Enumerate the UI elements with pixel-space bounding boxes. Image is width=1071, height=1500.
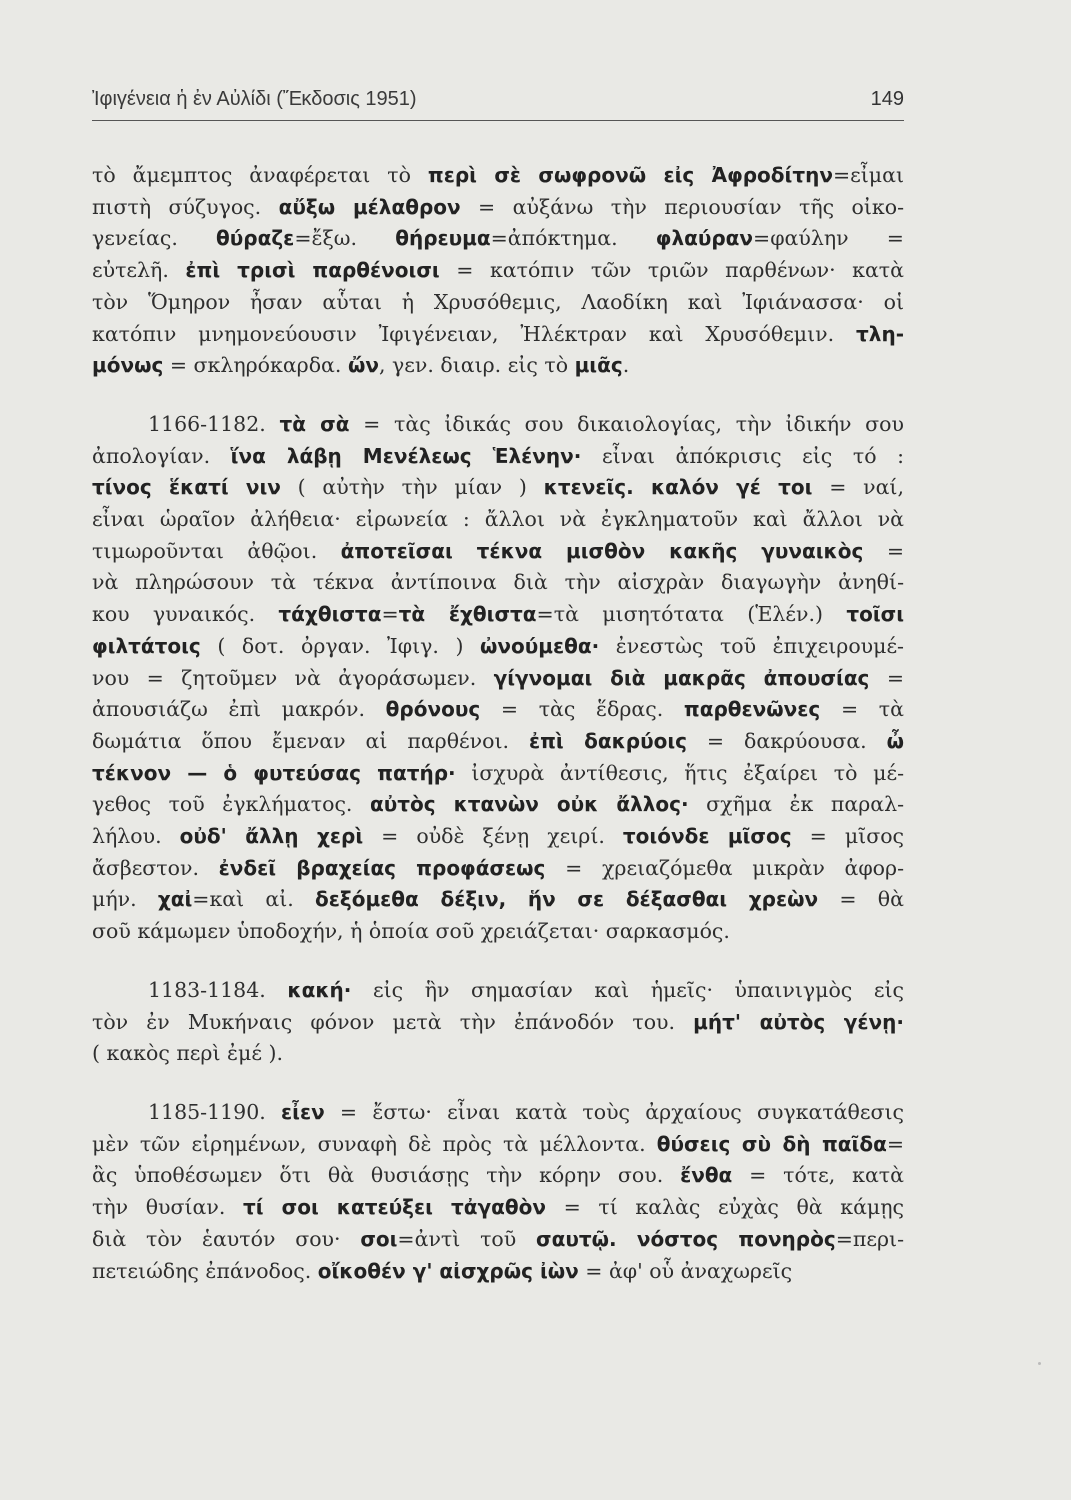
gloss: ἄσβεστον.: [92, 855, 219, 880]
gloss: = ναί,: [812, 475, 904, 500]
gloss: = σκληρόκαρδα.: [163, 353, 348, 378]
text-line: [92, 409, 904, 441]
gloss: =: [381, 602, 399, 627]
gloss: = ἀφ' οὗ ἀναχωρεῖς: [578, 1258, 793, 1283]
gloss: σχῆμα ἐκ παραλ-: [688, 792, 905, 817]
lemma: φιλτάτοις: [92, 633, 201, 658]
gloss: ἀπουσιάζω ἐπὶ μακρόν.: [92, 697, 386, 722]
lemma: ὦ: [886, 728, 904, 753]
gloss: εὐτελῆ.: [92, 258, 186, 283]
text-line: [92, 472, 904, 504]
paragraph-p4: [92, 1097, 904, 1287]
gloss: = αὐξάνω τὴν περιουσίαν τῆς οἰκο-: [460, 194, 905, 219]
text-line: [92, 631, 904, 663]
gloss: =περι-: [835, 1226, 905, 1251]
lemma: ἐνδεῖ βραχείας προφάσεως: [218, 855, 546, 880]
gloss: =τὰ μισητότατα (Ἑλέν.): [536, 602, 847, 627]
text-line: [92, 916, 904, 948]
text-line: [92, 663, 904, 695]
lemma: σαυτῷ. νόστος πονηρὸς: [536, 1226, 836, 1251]
lemma: οἴκοθέν γ' αἰσχρῶς ἰὼν: [317, 1258, 579, 1283]
gloss: = κατόπιν τῶν τριῶν παρθένων· κατὰ: [439, 258, 904, 283]
lemma: ὤν: [347, 353, 379, 378]
gloss: πιστὴ σύζυγος.: [92, 194, 279, 219]
gloss: μήν.: [92, 887, 158, 912]
text-line: [92, 884, 904, 916]
lemma: τάχθιστα: [278, 602, 382, 627]
gloss: = ἔστω· εἶναι κατὰ τοὺς ἀρχαίους συγκατάθεσις: [324, 1099, 904, 1124]
gloss: = χρειαζόμεθα μικρὰν ἀφορ-: [545, 855, 904, 880]
gloss: = θὰ: [818, 887, 904, 912]
text-line: [92, 441, 904, 473]
lemma: οὐδ' ἄλλῃ χερὶ: [179, 824, 364, 849]
gloss: ( κακὸς περὶ ἐμέ ).: [92, 1041, 283, 1066]
lemma: μόνως: [92, 353, 164, 378]
lemma: τὰ ἔχθιστα: [398, 602, 537, 627]
lemma: θύραζε: [216, 226, 295, 251]
text-line: [92, 160, 904, 192]
gloss: μὲν τῶν εἰρημένων, συναφὴ δὲ πρὸς τὰ μέλλοντα.: [92, 1131, 657, 1156]
gloss: γεθος τοῦ ἐγκλήματος.: [92, 792, 370, 817]
gloss: κου γυναικός.: [92, 602, 279, 627]
header-title: Ἰφιγένεια ἡ ἐν Αὐλίδι (Ἔκδοσις 1951): [92, 88, 417, 110]
paragraph-p3: [92, 975, 904, 1070]
text-line: [92, 1097, 904, 1129]
gloss: =ἀπόκτημα.: [490, 226, 656, 251]
text-line: [92, 319, 904, 351]
lemma: τοιόνδε μῖσος: [622, 824, 792, 849]
gloss: σοῦ κάμωμεν ὑποδοχήν, ἡ ὁποία σοῦ χρειάζεται· σαρκασμός.: [92, 919, 730, 944]
gloss: = δακρύουσα.: [686, 728, 887, 753]
lemma: μιᾶς: [574, 353, 623, 378]
text-line: [92, 192, 904, 224]
gloss: ἰσχυρὰ ἀντίθεσις, ἥτις ἐξαίρει τὸ μέ-: [455, 760, 904, 785]
gloss: τὸν Ὅμηρον ἦσαν αὗται ἡ Χρυσόθεμις, Λαοδίκη καὶ Ἰφιάνασσα· οἱ: [92, 289, 904, 314]
gloss: νὰ πληρώσουν τὰ τέκνα ἀντίποινα διὰ τὴν αἰσχρὰν διαγωγὴν ἀνηθί-: [92, 570, 904, 595]
text-line: [92, 1224, 904, 1256]
text-line: [92, 223, 904, 255]
gloss: .: [622, 353, 630, 378]
lemma: ἔνθα: [680, 1163, 733, 1188]
gloss: τὸν ἐν Μυκήναις φόνον μετὰ τὴν ἐπάνοδόν του.: [92, 1009, 694, 1034]
text-line: [92, 1038, 904, 1070]
gloss: , γεν. διαιρ. εἰς τὸ: [378, 353, 575, 378]
gloss: εἶναι ὡραῖον ἀλήθεια· εἰρωνεία : ἄλλοι νὰ ἐγκληματοῦν καὶ ἄλλοι νὰ: [92, 507, 904, 532]
lemma: ἐπὶ δακρύοις: [528, 728, 687, 753]
text-line: [92, 726, 904, 758]
text-line: [92, 599, 904, 631]
text-line: [92, 255, 904, 287]
text-line: [92, 821, 904, 853]
text-line: [92, 789, 904, 821]
lemma: θήρευμα: [395, 226, 491, 251]
lemma: παρθενῶνες: [683, 697, 821, 722]
gloss: πετειώδης ἐπάνοδος.: [92, 1258, 318, 1283]
text-line: [92, 853, 904, 885]
gloss: =καὶ αἰ.: [192, 887, 316, 912]
gloss: 1183-1184.: [148, 977, 288, 1002]
lemma: τέκνον — ὁ φυτεύσας πατήρ·: [92, 760, 456, 785]
gloss: = τότε, κατὰ: [732, 1163, 904, 1188]
text-line: [92, 1129, 904, 1161]
gloss: =ἔξω.: [294, 226, 396, 251]
text-line: [92, 1007, 904, 1039]
gloss: = τί καλὰς εὐχὰς θὰ κάμῃς: [545, 1195, 904, 1220]
lemma: γίγνομαι διὰ μακρᾶς ἀπουσίας: [493, 665, 870, 690]
gloss: τιμωροῦνται ἀθῷοι.: [92, 538, 341, 563]
lemma: ἵνα λάβῃ Μενέλεως Ἑλένην·: [230, 443, 582, 468]
lemma: κακή·: [287, 977, 352, 1002]
gloss: γενείας.: [92, 226, 217, 251]
gloss: ἂς ὑποθέσωμεν ὅτι θὰ θυσιάσῃς τὴν κόρην σου.: [92, 1163, 681, 1188]
lemma: κτενεῖς. καλόν γέ τοι: [543, 475, 813, 500]
lemma: ἐπὶ τρισὶ παρθένοισι: [185, 258, 440, 283]
text-line: [92, 504, 904, 536]
gloss: λήλου.: [92, 824, 180, 849]
lemma: αὐτὸς κτανὼν οὐκ ἄλλος·: [369, 792, 689, 817]
header-rule: [92, 120, 904, 121]
lemma: τίνος ἕκατί νιν: [92, 475, 281, 500]
lemma: θύσεις σὺ δὴ παῖδα: [656, 1131, 887, 1156]
lemma: ὠνούμεθα·: [480, 633, 600, 658]
gloss: ἐνεστὼς τοῦ ἐπιχειρουμέ-: [599, 633, 904, 658]
gloss: ( αὐτὴν τὴν μίαν ): [280, 475, 544, 500]
text-line: [92, 1160, 904, 1192]
lemma: μήτ' αὐτὸς γένῃ·: [693, 1009, 904, 1034]
lemma: χαἰ: [157, 887, 193, 912]
lemma: αὔξω μέλαθρον: [278, 194, 461, 219]
running-header: [92, 88, 904, 118]
paragraph-p1: [92, 160, 904, 382]
lemma: δεξόμεθα δέξιν, ἥν σε δέξασθαι χρεὼν: [315, 887, 819, 912]
text-line: [92, 536, 904, 568]
gloss: κατόπιν μνημονεύουσιν Ἰφιγένειαν, Ἠλέκτραν καὶ Χρυσόθεμιν.: [92, 321, 857, 346]
lemma: σοι: [360, 1226, 398, 1251]
lemma: τλη-: [856, 321, 904, 346]
gloss: = τὰς ἕδρας.: [480, 697, 684, 722]
page-number: 149: [870, 88, 904, 110]
lemma: ἀποτεῖσαι τέκνα μισθὸν κακῆς γυναικὸς: [340, 538, 864, 563]
paragraph-p2: [92, 409, 904, 948]
gloss: 1185-1190.: [148, 1099, 282, 1124]
text-line: [92, 758, 904, 790]
text-line: [92, 567, 904, 599]
lemma: περὶ σὲ σωφρονῶ εἰς Ἀφροδίτην: [427, 163, 833, 187]
lemma: τί σοι κατεύξει τἀγαθὸν: [243, 1195, 546, 1220]
text-line: [92, 1192, 904, 1224]
gloss: = τὰς ἰδικάς σου δικαιολογίας, τὴν ἰδικήν σου: [349, 411, 904, 436]
gloss: =: [863, 538, 905, 563]
gloss: = μῖσος: [791, 824, 905, 849]
gloss: =φαύλην =: [753, 226, 904, 251]
commentary-text: [92, 160, 904, 1287]
lemma: τὰ σὰ: [279, 411, 350, 436]
text-line: [92, 350, 904, 382]
gloss: =εἶμαι: [832, 163, 904, 187]
lemma: θρόνους: [385, 697, 481, 722]
gloss: διὰ τὸν ἑαυτόν σου·: [92, 1226, 361, 1251]
lemma: εἶεν: [281, 1099, 325, 1124]
paper-speck: [1038, 1362, 1041, 1365]
gloss: εἶναι ἀπόκρισις εἰς τό :: [581, 443, 905, 468]
lemma: φλαύραν: [655, 226, 754, 251]
lemma: τοῖσι: [846, 602, 904, 627]
gloss: ἀπολογίαν.: [92, 443, 231, 468]
gloss: =ἀντὶ τοῦ: [397, 1226, 537, 1251]
gloss: τὸ ἄμεμπτος ἀναφέρεται τὸ: [92, 163, 428, 187]
text-line: [92, 694, 904, 726]
text-line: [92, 287, 904, 319]
gloss: δωμάτια ὅπου ἔμεναν αἱ παρθένοι.: [92, 728, 529, 753]
text-line: [92, 1256, 904, 1288]
gloss: τὴν θυσίαν.: [92, 1195, 243, 1220]
gloss: νου = ζητοῦμεν νὰ ἀγοράσωμεν.: [92, 665, 494, 690]
gloss: =: [886, 1131, 904, 1156]
gloss: εἰς ἣν σημασίαν καὶ ἡμεῖς· ὑπαινιγμὸς εἰς: [351, 977, 904, 1002]
gloss: = οὐδὲ ξένῃ χειρί.: [363, 824, 623, 849]
gloss: 1166-1182.: [148, 411, 280, 436]
gloss: ( δοτ. ὀργαν. Ἰφιγ. ): [200, 633, 481, 658]
text-line: [92, 975, 904, 1007]
gloss: =: [869, 665, 904, 690]
gloss: = τὰ: [820, 697, 904, 722]
